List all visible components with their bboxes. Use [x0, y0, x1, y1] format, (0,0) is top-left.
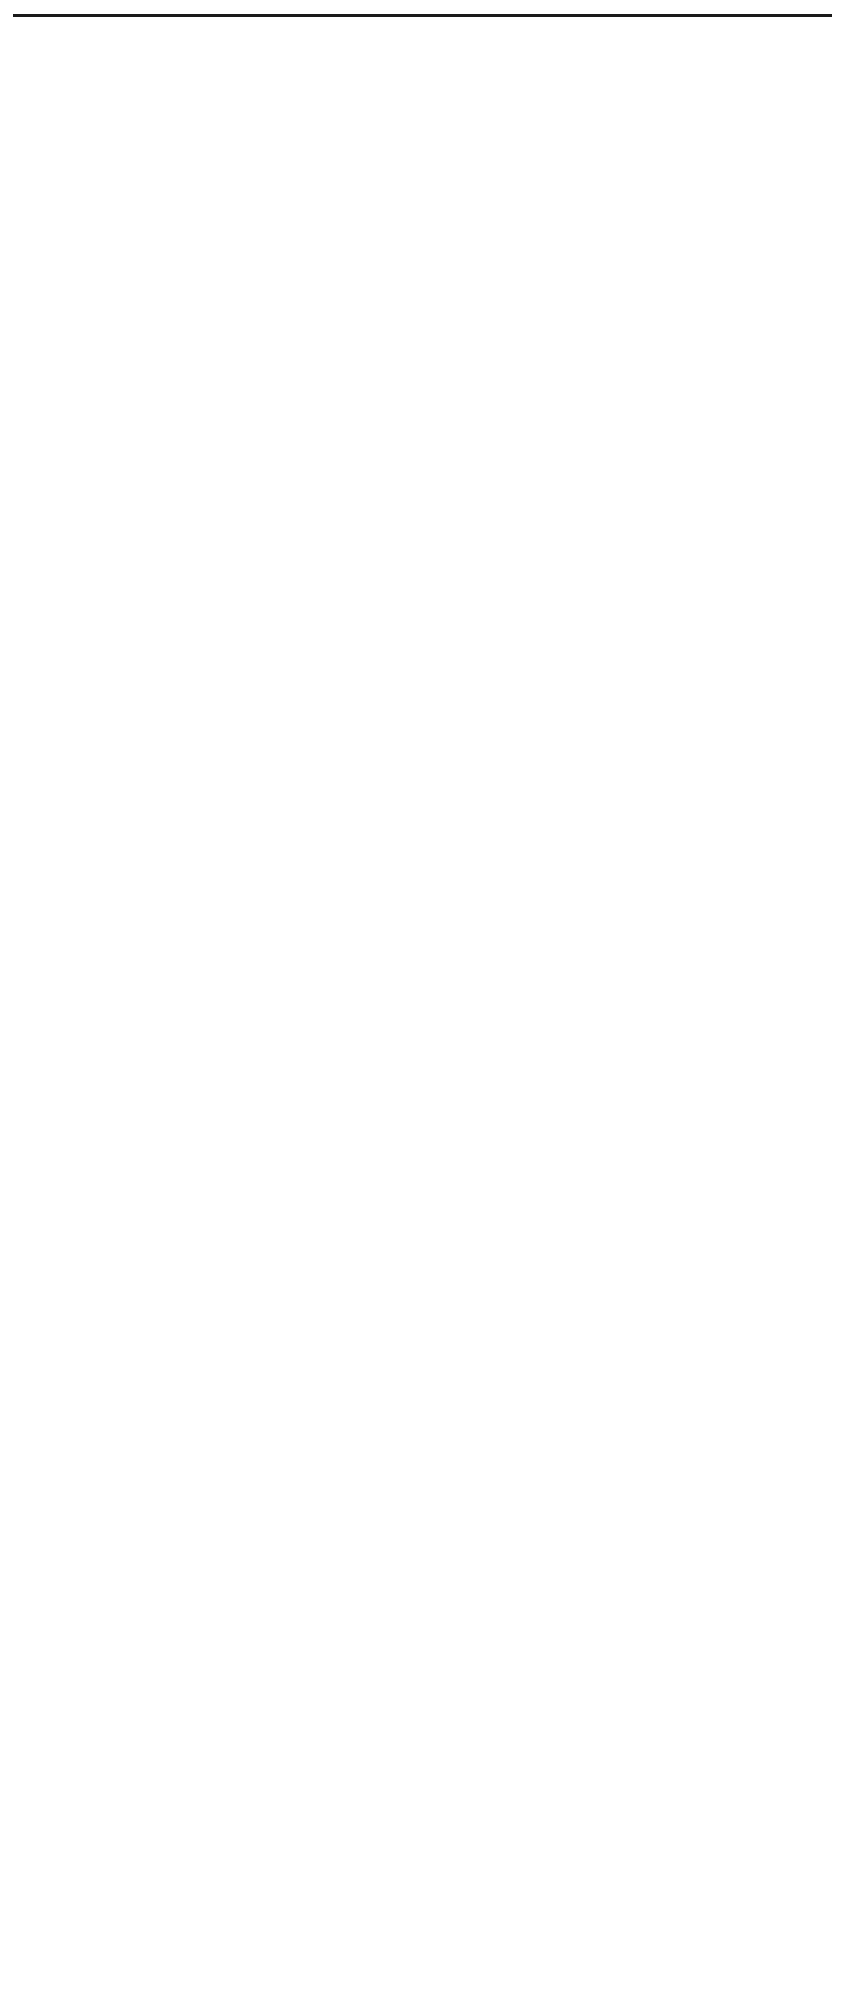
document-page [0, 0, 845, 37]
column-header-name [14, 16, 126, 17]
column-header-cue [323, 16, 577, 17]
yoga-sequence-table [13, 14, 832, 17]
column-header-note [577, 16, 831, 17]
header-row [14, 16, 832, 17]
column-header-image [125, 16, 322, 17]
